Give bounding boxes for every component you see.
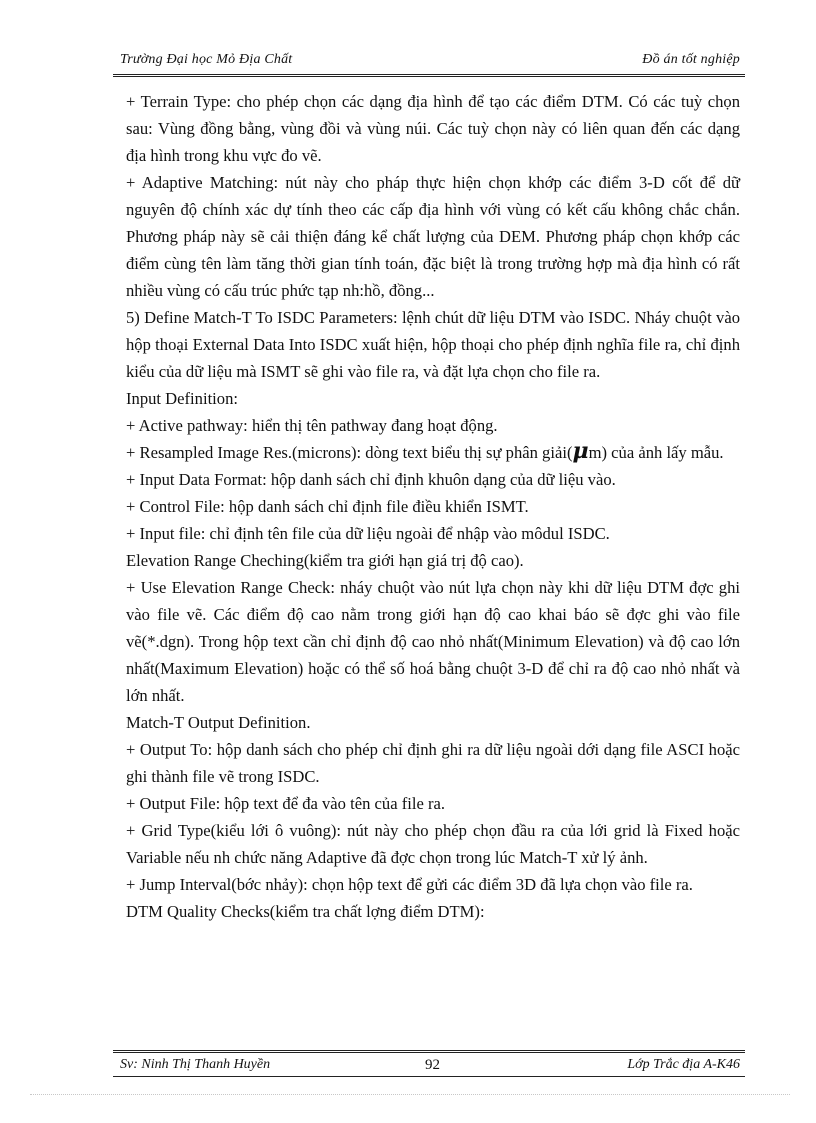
paragraph-control-file: + Control File: hộp danh sách chỉ định file điều khiển ISMT. [126,497,529,516]
paragraph-jump-interval: + Jump Interval(bớc nhảy): chọn hộp text để gửi các điểm 3D đã lựa chọn vào file ra. [126,875,693,894]
paragraph-output-file: + Output File: hộp text để đa vào tên của file ra. [126,794,446,813]
paragraph-output-definition: Match-T Output Definition. [126,713,311,732]
page-number: 92 [425,1057,440,1073]
paragraph-input-definition: Input Definition: [126,389,238,408]
page-body [126,88,740,925]
resampled-text-after: m) của ảnh lấy mẫu. [588,443,724,462]
paragraph-grid-type: + Grid Type(kiểu lới ô vuông): nút này cho phép chọn đầu ra của lới grid là Fixed hoặc Variable nếu nh chức năng Adaptive đã đợc chọn trong lúc Match-T xử lý ảnh. [126,821,740,867]
header-rule [113,74,745,77]
page-edge-divider [30,1094,790,1095]
micro-symbol: μ [572,438,589,464]
paragraph-active-pathway: + Active pathway: hiển thị tên pathway đang hoạt động. [126,416,498,435]
footer-rule [113,1050,745,1053]
paragraph-define-match-t: 5) Define Match-T To ISDC Parameters: lệnh chút dữ liệu DTM vào ISDC. Nháy chuột vào hộp thoại External Data Into ISDC xuất hiện, hộp thoại cho phép định nghĩa file ra, chỉ định kiểu của dữ liệu mà ISMT sẽ ghi vào file ra, và đặt lựa chọn cho file ra. [126,308,740,381]
paragraph-adaptive-matching: + Adaptive Matching: nút này cho pháp thực hiện chọn khớp các điểm 3-D cốt để dữ nguyên độ chính xác dự tính theo các cấp địa hình với vùng có kết cấu không chắc chắn. Phương pháp này sẽ cải thiện đáng kể chất lượng của DEM. Phương pháp chọn khớp các điểm cùng tên làm tăng thời gian tính toán, đặc biệt là trong trường hợp mà địa hình có rất nhiều vùng có cấu trúc phức tạp nh:hồ, đồng... [126,173,740,300]
paragraph-input-data-format: + Input Data Format: hộp danh sách chỉ định khuôn dạng của dữ liệu vào. [126,470,616,489]
paragraph-dtm-quality: DTM Quality Checks(kiểm tra chất lợng điểm DTM): [126,902,485,921]
footer-bottom-rule [113,1076,745,1077]
paragraph-input-file: + Input file: chỉ định tên file của dữ liệu ngoài để nhập vào môdul ISDC. [126,524,610,543]
paragraph-use-elevation-check: + Use Elevation Range Check: nháy chuột vào nút lựa chọn này khi dữ liệu DTM đợc ghi vào file vẽ. Các điểm độ cao nằm trong giới hạn độ cao khai báo sẽ đợc ghi vào file vẽ(*.dgn). Trong hộp text cần chỉ định độ cao nhỏ nhất(Minimum Elevation) và độ cao lớn nhất(Maximum Elevation) hoặc có thể số hoá bằng chuột 3-D để chỉ ra độ cao nhỏ nhất và lớn nhất. [126,578,740,705]
paragraph-output-to: + Output To: hộp danh sách cho phép chỉ định ghi ra dữ liệu ngoài dới dạng file ASCI hoặc ghi thành file vẽ trong ISDC. [126,740,740,786]
resampled-text-before: + Resampled Image Res.(microns): dòng text biểu thị sự phân giải( [126,443,573,462]
footer-student: Sv: Ninh Thị Thanh Huyền [120,1057,271,1072]
header-school: Trường Đại học Mỏ Địa Chất [120,52,293,67]
header-document-type: Đồ án tốt nghiệp [642,52,740,67]
paragraph-resampled-image [126,439,740,466]
footer-class: Lớp Trắc địa A-K46 [627,1057,740,1072]
paragraph-elevation-range: Elevation Range Cheching(kiểm tra giới hạn giá trị độ cao). [126,551,524,570]
paragraph-terrain-type: + Terrain Type: cho phép chọn các dạng địa hình để tạo các điểm DTM. Có các tuỳ chọn sau: Vùng đồng bằng, vùng đồi và vùng núi. Các tuỳ chọn này có liên quan đến các dạng địa hình trong khu vực đo vẽ. [126,92,740,165]
page-header [120,50,740,72]
